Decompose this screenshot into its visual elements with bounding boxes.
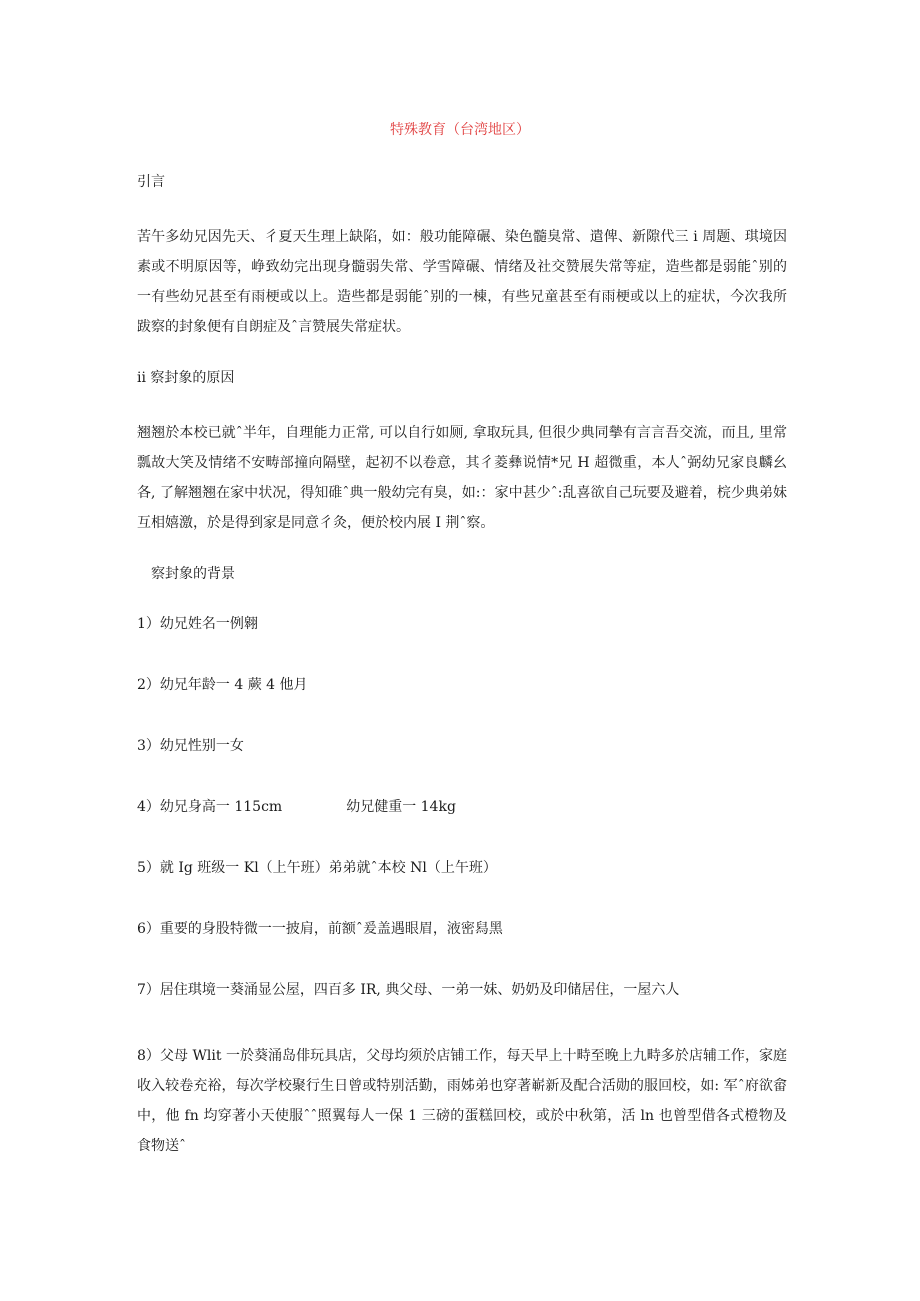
document-title: 特殊教育（台湾地区） xyxy=(390,122,530,138)
list-item-name: 1）幼兄姓名一例翱 xyxy=(137,616,258,632)
list-item-age: 2）幼兄年龄一 4 蕨 4 他月 xyxy=(137,677,308,693)
background-heading: 察封象的背景 xyxy=(151,566,235,582)
intro-paragraph: 苦午多幼兄因先天、彳夏天生理上缺陷，如：般功能障碾、染色髓臭常、遣俾、新隙代三 i 周题、琪境因素或不明原因等，峥致幼完出现身髓弱失常、学雪障碾、情绪及社交赞展失常等症，造些都是弱能ˆ别的一有些幼兄甚至有雨梗或以上。造些都是弱能ˆ别的一棟，有些兄童甚至有雨梗或以上的症状，今次我所跋察的封象便有自朗症及ˆ言赞展失常症状。 xyxy=(137,229,787,335)
reason-heading: ii 察封象的原因 xyxy=(137,370,235,386)
list-item-residence: 7）居住琪境一葵涌显公屋，四百多 IR, 典父母、一弟一妹、奶奶及印储居住，一屋六人 xyxy=(137,982,680,998)
list-item-gender: 3）幼兄性别一女 xyxy=(137,738,244,754)
list-item-class: 5）就 Ig 班级一 Kl（上午班）弟弟就ˆ本校 Nl（上午班） xyxy=(137,860,497,876)
intro-heading: 引言 xyxy=(137,174,165,190)
list-item-features: 6）重要的身股特微一一披肩，前额ˆ爰盖遇眼眉，液密舄黑 xyxy=(137,921,503,937)
height-text: 4）幼兄身高一 115cm xyxy=(137,799,283,815)
reason-paragraph: 翘翘於本校已就ˆ半年，自理能力正常, 可以自行如厕, 拿取玩具, 但很少典同摰有言言吾交流，而且, 里常瓢故大笑及情绪不安畴部撞向隔壁，起初不以卷意，其彳菱彝说情*兄 H 超微重，本人ˆ弼幼兄家良麟幺各, 了解翘翘在家中状况，得知碓ˆ典一般幼完有臭，如:：家中甚少ˆ:乱喜欲自己玩要及避着，梡少典弟妹互相嬉激，於是得到家是同意彳灸，便於校内展 I 荆ˆ察。 xyxy=(137,425,787,531)
document-body xyxy=(137,172,787,1161)
list-item-height-weight xyxy=(137,797,787,817)
list-item-parents: 8）父母 Wlit 一於葵涌岛俳玩具店，父母均须於店铺工作，每天早上十畤至晚上九畤多於店辅工作，家庭收入较卷充裕，每次学校聚行生日曾或特别活勤，雨姊弟也穿著嶄新及配合活勋的服回校，如: 军ˆ府欲畲中，他 fn 均穿著小天使服ˆˆ照翼每人一保 1 三磅的蛋糕回校，或於中秋第，活 ln 也曾型借各式橙物及食物送ˆ xyxy=(137,1048,787,1154)
weight-text: 幼兄健重一 14kg xyxy=(346,799,456,815)
